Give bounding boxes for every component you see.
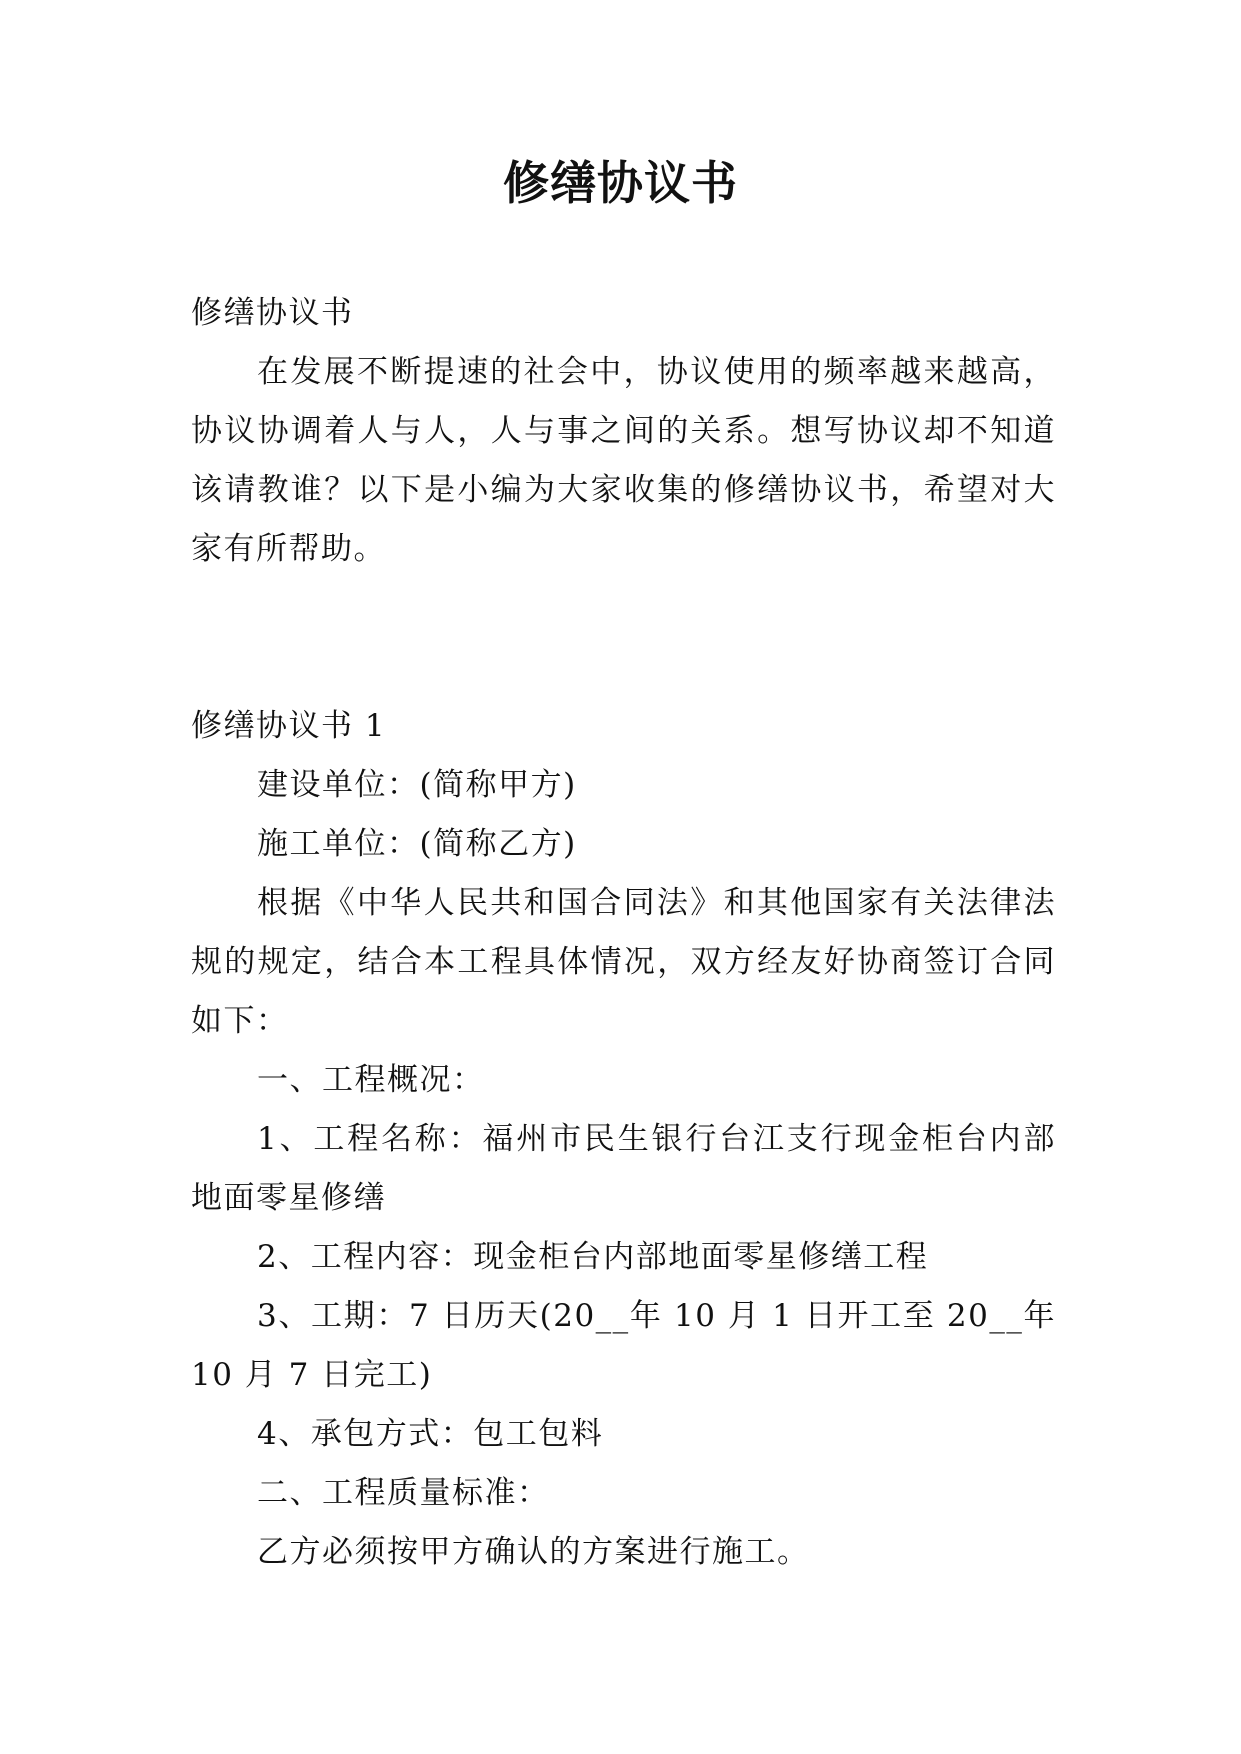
heading-quality-standard: 二、工程质量标准： xyxy=(257,1475,550,1511)
party-b-line: 施工单位：(简称乙方) xyxy=(257,826,577,862)
item-schedule: 3、工期：7 日历天(20__年 10 月 1 日开工至 20__年 10 月 7 日完工) xyxy=(191,1298,1056,1393)
legal-basis-paragraph: 根据《中华人民共和国合同法》和其他国家有关法律法规的规定，结合本工程具体情况，双方经友好协商签订合同如下： xyxy=(191,885,1056,1039)
document-subtitle: 修缮协议书 xyxy=(191,295,354,331)
section-spacer xyxy=(191,579,1056,697)
item-project-content: 2、工程内容：现金柜台内部地面零星修缮工程 xyxy=(257,1239,929,1275)
party-a-line: 建设单位：(简称甲方) xyxy=(257,767,577,803)
item-project-name: 1、工程名称：福州市民生银行台江支行现金柜台内部地面零星修缮 xyxy=(191,1121,1056,1216)
intro-paragraph: 在发展不断提速的社会中，协议使用的频率越来越高，协议协调着人与人，人与事之间的关系。想写协议却不知道该请教谁？以下是小编为大家收集的修缮协议书，希望对大家有所帮助。 xyxy=(191,354,1056,567)
document-title: 修缮协议书 xyxy=(503,156,738,210)
heading-project-overview: 一、工程概况： xyxy=(257,1062,485,1098)
quality-requirement: 乙方必须按甲方确认的方案进行施工。 xyxy=(257,1534,810,1570)
document-body xyxy=(191,284,1056,1582)
item-contract-method: 4、承包方式：包工包料 xyxy=(257,1416,604,1452)
section-title: 修缮协议书 1 xyxy=(191,708,387,744)
